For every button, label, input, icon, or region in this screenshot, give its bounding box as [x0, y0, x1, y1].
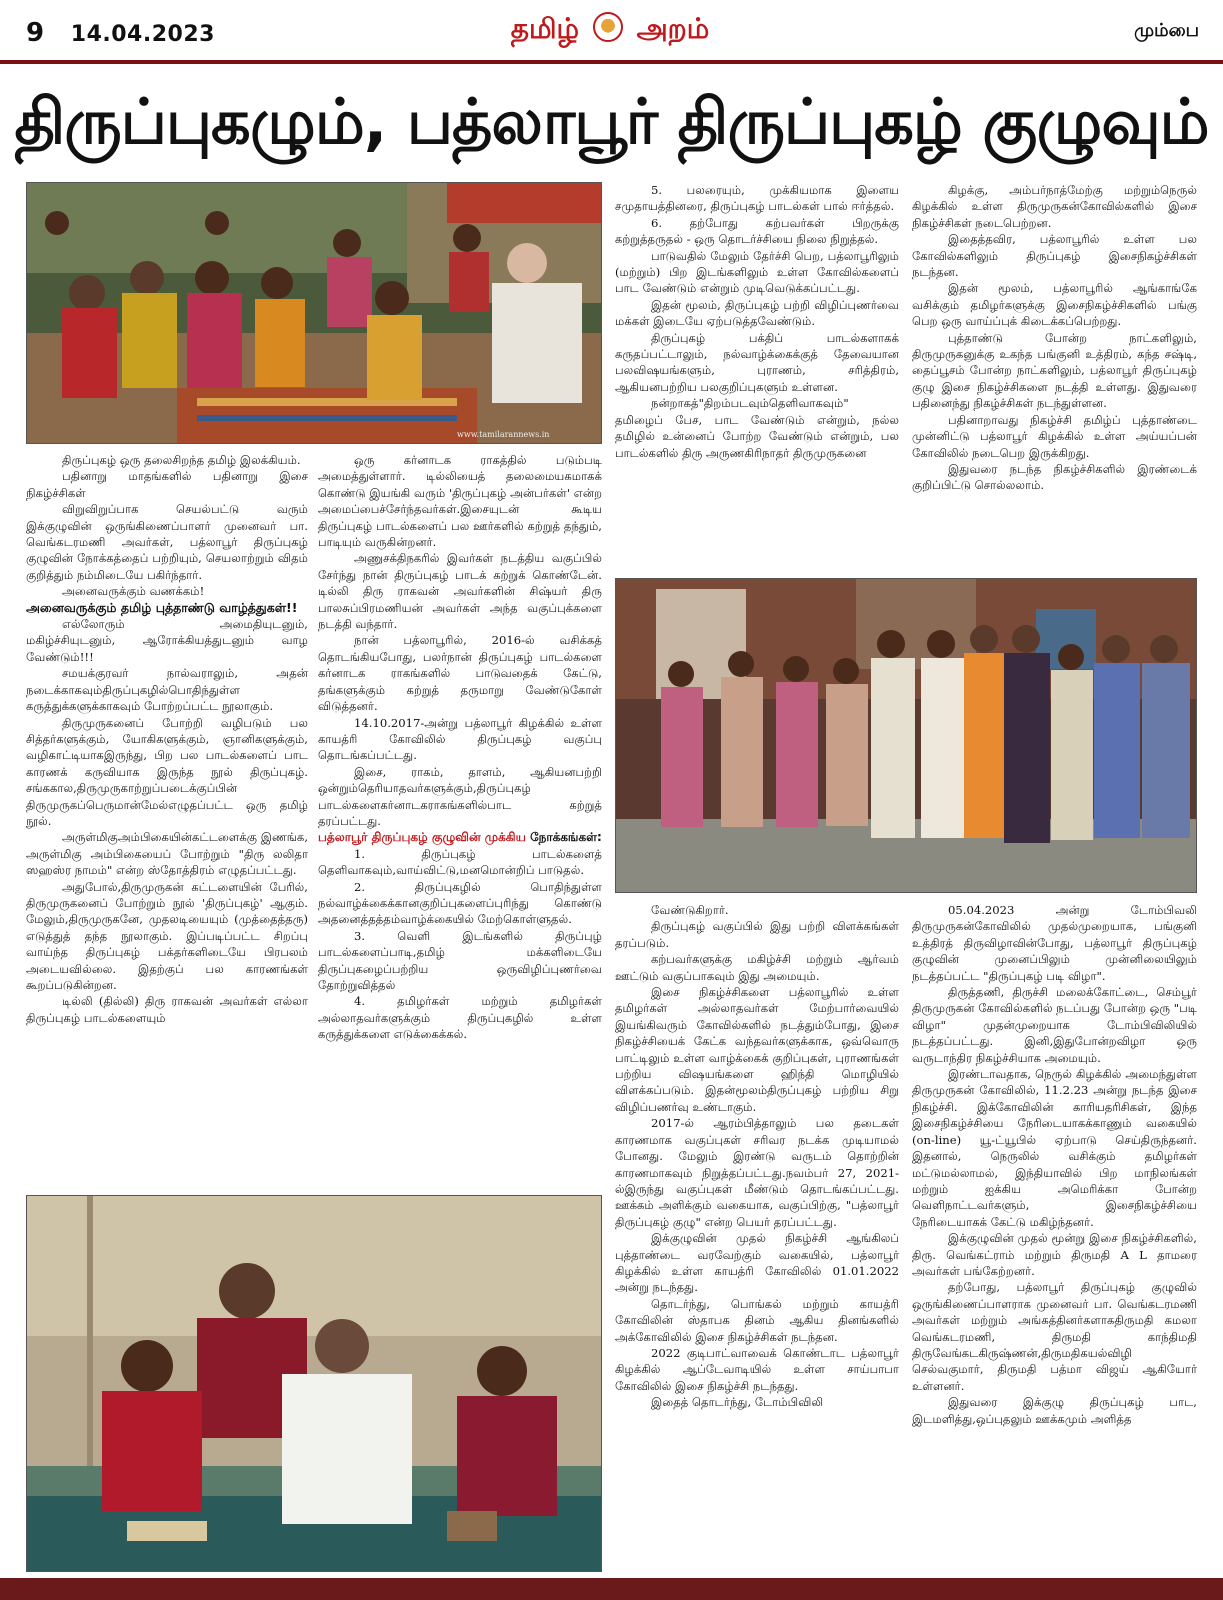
paragraph: எல்லோரும் அமைதியுடனும், மகிழ்ச்சியுடனும், ஆரோக்கியத்துடனும் வாழ வேண்டும்!!!: [26, 617, 308, 664]
paragraph: அனைவருக்கும் வணக்கம்!: [62, 584, 205, 599]
header-rule: [0, 60, 1223, 64]
paragraph: டில்லி (தில்லி) திரு ராகவன் அவர்கள் எல்லா திருப்புகழ் பாடல்களையும்: [26, 994, 308, 1025]
footer-bar: [0, 1578, 1223, 1600]
paragraph: தொடர்ந்து, பொங்கல் மற்றும் காயத்ரி கோவிலின் ஸ்தாபக தினம் ஆகிய தினங்களில் அக்கோவிலில் இசை நிகழ்ச்சிகள் நடந்தன.: [615, 1296, 899, 1344]
paragraph: கிழக்கு, அம்பர்நாத்மேற்கு மற்றும்நெருல் கிழக்கில் உள்ள திருமுருகன்கோவில்களில் இசை நிகழ்ச்சிகள் நடைபெற்றன.: [912, 183, 1197, 230]
photo-group-seated: [26, 182, 602, 444]
paragraph: இதுவரை இக்குழு திருப்புகழ் பாட, இடமளித்து,ஒப்புதலும் ஊக்கமும் அளித்த: [912, 1395, 1197, 1426]
paragraph: இதன் மூலம், திருப்புகழ் பற்றி விழிப்புணர்வை மக்கள் இடையே ஏற்படுத்தவேண்டும்.: [615, 297, 899, 329]
paragraph: நான் பத்லாபூரில், 2016-ல் வசிக்கத் தொடங்கியபோது, பலர்நான் திருப்புகழ் பாடல்களை கர்னாடக ராகங்களில் பாடுவதைக் கேட்டு, தங்களுக்கும் கற்றுத் தருமாறு வேண்டுகோள் விடுத்தனர்.: [318, 633, 602, 714]
paragraph: 2017-ல் ஆரம்பித்தாலும் பல தடைகள் காரணமாக வகுப்புகள் சரிவர நடக்க முடியாமல் போனது. மேலும் இரண்டு வருடம் தொற்றின் காரணமாகவும் நிறுத்தப்பட்டது.நவம்பர் 27, 2021-ல்இருந்து வகுப்புகள் மீண்டும் தொடங்கப்பட்டது. ஊக்கம் அளிக்கும் வகையாக, வகுப்பிற்கு, "பத்லாபூர் திருப்புகழ் குழு" என்ற பெயர் தரப்பட்டது.: [615, 1116, 899, 1229]
objective-item: 2. திருப்புகழில் பொதிந்துள்ள நல்வாழ்க்கைக்கானகுறிப்புகளைப்புரிந்து கொண்டு அதனைத்தத்தம்வாழ்க்கையில் மேற்கொள்ளுதல்.: [318, 879, 602, 927]
photo-four-seated-image: [27, 1196, 602, 1572]
objective-item: 6. தற்போது கற்பவர்கள் பிறருக்கு கற்றுத்தருதல் - ஒரு தொடர்ச்சியை நிலை நிறுத்தல்.: [615, 215, 899, 247]
paragraph: வேண்டுகிறார்.: [651, 903, 729, 917]
paragraph: இக்குழுவின் முதல் நிகழ்ச்சி ஆங்கிலப் புத்தாண்டை வரவேற்கும் வகையில், பத்லாபூர் கிழக்கில் உள்ள காயத்ரி கோவிலில் 01.01.2022 அன்று நடந்தது.: [615, 1231, 899, 1295]
subheading-red: பத்லாபூர் திருப்புகழ் குழுவின் முக்கிய: [318, 830, 526, 845]
paragraph: பாடுவதில் மேலும் தேர்ச்சி பெற, பத்லாபூரிலும் (மற்றும்) பிற இடங்களிலும் உள்ள கோவில்களைப் பாட வேண்டும் என்றும் முடிவெடுக்கப்பட்டது.: [615, 248, 899, 296]
paragraph: திருத்தணி, திருச்சி மலைக்கோட்டை, செம்பூர் திருமுருகன் கோவில்களில் நடப்பது போன்ற ஒரு "படி விழா" முதன்முறையாக டோம்பிவிலியில் நடத்தப்பட்டது. இனி,இதுபோன்றவிழா ஒரு வருடாந்திர நிகழ்ச்சியாக அமையும்.: [912, 985, 1197, 1065]
photo-group-standing-image: [616, 579, 1197, 893]
paragraph: இதைத்தவிர, பத்லாபூரில் உள்ள பல கோவில்களிலும் திருப்புகழ் இசைநிகழ்ச்சிகள் நடந்தன.: [912, 232, 1197, 280]
paragraph: திருப்புகழ் வகுப்பில் இது பற்றி விளக்கங்கள் தரப்படும்.: [615, 919, 899, 950]
masthead-right: அறம்: [636, 12, 710, 45]
masthead-left: தமிழ்: [510, 12, 580, 45]
photo-credit: www.tamilarannews.in: [457, 430, 550, 439]
article-column-1: [26, 452, 308, 1192]
paragraph: திருப்புகழ் ஒரு தலைசிறந்த தமிழ் இலக்கியம்.: [62, 453, 301, 467]
photo-group-seated-image: [27, 183, 602, 444]
page-number: 9: [26, 18, 45, 48]
article-column-3-bottom: [615, 902, 899, 1574]
paragraph: இரண்டாவதாக, நெருல் கிழக்கில் அமைந்துள்ள திருமுருகன் கோவிலில், 11.2.23 அன்று நடந்த இசை நிகழ்ச்சி. இக்கோவிலின் காரியதரிசிகள், இந்த இசைநிகழ்ச்சியை நேரிடையாகக்காணும் வகையில் (on-line) யூ-ட்யூபில் ஏற்பாடு செய்திருந்தனர். இதனால், நெருலில் வசிக்கும் தமிழர்கள் மட்டுமல்லாமல், இந்தியாவில் பிற மாநிலங்கள் மற்றும் ஐக்கிய அமெரிக்கா போன்ற வெளிநாட்டவர்களும், இசைநிகழ்ச்சியை நேரிடையாகக் கேட்டு மகிழ்ந்தனர்.: [912, 1067, 1197, 1229]
masthead-logo: [460, 12, 760, 56]
paragraph: அருள்மிகுஅம்பிகையின்கட்டளைக்கு இணங்க, அருள்மிகு அம்பிகையைப் போற்றும் "திரு லலிதா ஸஹஸ்ர நாமம்" என்ற ஸ்தோத்திரம் எழுதப்பட்டது.: [26, 830, 308, 878]
paragraph: சமயக்குரவர் நால்வராலும், அதன் நடைக்காகவும்திருப்புகழில்பொதிந்துள்ள கருத்துக்களுக்காகவும் போற்றப்பட்ட நூலாகும்.: [26, 666, 308, 714]
paragraph: நன்றாகத்"திறம்படவும்தெளிவாகவும்" தமிழைப் பேச, பாட வேண்டும் என்றும், நல்ல தமிழில் உன்னைப் போற்ற வேண்டும் என்றும், பல பாடல்களில் திரு அருணகிரிநாதர் திருமுருகனை: [615, 396, 899, 460]
paragraph: இசை, ராகம், தாளம், ஆகியனபற்றி ஒன்றும்தெரியாதவர்களுக்கும்,திருப்புகழ் பாடல்களைகர்னாடகராகங்களில்பாட கற்றுத் தரப்பட்டது.: [318, 764, 602, 828]
objective-item: 5. பலரையும், முக்கியமாக இளைய சமுதாயத்தினரை, திருப்புகழ் பாடல்கள் பால் ஈர்த்தல்.: [615, 183, 899, 214]
paragraph: அணுசக்திநகரில் இவர்கள் நடத்திய வகுப்பில் சேர்ந்து நான் திருப்புகழ் பாடக் கற்றுக் கொண்டேன். டில்லி திரு ராகவன் அவர்களின் சிஷ்யர் திரு பாலசுப்பிரமணியன் அவர்கள் அந்த வகுப்புக்களை நடத்தி வந்தார்.: [318, 551, 602, 632]
subheading-black: நோக்கங்கள்:: [530, 830, 602, 845]
paragraph: பதினாறாவது நிகழ்ச்சி தமிழ்ப் புத்தாண்டை முன்னிட்டு பத்லாபூர் கிழக்கில் உள்ள அய்யப்பன் கோவிலில் நடைபெற இருக்கிறது.: [912, 412, 1197, 460]
greeting-heading: அனைவருக்கும் தமிழ் புத்தாண்டு வாழ்த்துகள்!!: [26, 599, 298, 615]
edition-city: மும்பை: [1134, 20, 1199, 41]
paragraph: 05.04.2023 அன்று டோம்பிவலி திருமுருகன்கோவிலில் முதல்முறையாக, பங்குனி உத்திரத் திருவிழாவின்போது, பத்லாபூர் திருப்புகழ் குழுவின் முனைப்பிலும் முன்னிலையிலும் நடத்தப்பட்ட "திருப்புகழ் படி விழா".: [912, 903, 1197, 983]
paragraph: 14.10.2017-அன்று பத்லாபூர் கிழக்கில் உள்ள காயத்ரி கோவிலில் திருப்புகழ் வகுப்பு தொடங்கப்பட்டது.: [318, 715, 602, 763]
article-column-4-top: [912, 182, 1197, 574]
paragraph: தற்போது, பத்லாபூர் திருப்புகழ் குழுவில் ஒருங்கிணைப்பாளராக முனைவர் பா. வெங்கடரமணி அவர்கள் மற்றும் அங்கத்தினர்களாகதிருமதி கமலா வெங்கடரமணி, திருமதி காந்திமதி திருவேங்கடகிருஷ்ணன்,திருமதிகயல்விழி செல்வகுமார், திருமதி பத்மா விஜய் ஆகியோர் உள்ளனர்.: [912, 1280, 1197, 1393]
objectives-subheading: [318, 829, 602, 845]
paragraph: இதுவரை நடந்த நிகழ்ச்சிகளில் இரண்டைக் குறிப்பிட்டு சொல்லலாம்.: [912, 461, 1197, 493]
objective-item: 4. தமிழர்கள் மற்றும் தமிழர்கள் அல்லாதவர்களுக்கும் திருப்புகழில் உள்ள கருத்துக்களை எடுக்கைக்கல்.: [318, 994, 602, 1042]
paragraph: விறுவிறுப்பாக செயல்பட்டு வரும் இக்குழுவின் ஒருங்கிணைப்பாளர் முனைவர் பா. வெங்கடரமணி அவர்கள், பத்லாபூர் திருப்புகழ் குழுவின் நோக்கத்தைப் பற்றியும், செயலாற்றும் விதம் குறித்தும் நம்மிடையே பகிர்ந்தார்.: [26, 502, 308, 582]
photo-group-standing: [615, 578, 1197, 893]
paragraph: ஒரு கர்னாடக ராகத்தில் படும்படி அமைத்துள்ளார். டில்லியைத் தலைமையகமாகக் கொண்டு இயங்கி வரும் 'திருப்புகழ் அன்பர்கள்' என்ற அமைப்பைச்சேர்ந்தவர்கள்.இசையுடன் கூடிய திருப்புகழ் பாடல்களைப் பல ஊர்களில் கற்றுத் தந்தும், பாடியும் வருகின்றனர்.: [318, 453, 602, 550]
paragraph: 2022 குடிபாட்வாவைக் கொண்டாட பத்லாபூர் கிழக்கில் ஆப்டேவாடியில் உள்ள சாய்பாபா கோவிலில் இசை நிகழ்ச்சி நடந்தது.: [615, 1345, 899, 1393]
paragraph: இதைத் தொடர்ந்து, டோம்பிவிலி: [651, 1395, 824, 1410]
page-headline: திருப்புகழும், பத்லாபூர் திருப்புகழ் குழுவும்: [14, 85, 1209, 158]
article-column-3-top: [615, 182, 899, 574]
issue-date: 14.04.2023: [70, 22, 215, 47]
paragraph: இசை நிகழ்ச்சிகளை பத்லாபூரில் உள்ள தமிழர்கள் அல்லாதவர்கள் மேற்பார்வையில் இயங்கிவரும் கோவில்களில் நடத்தும்போது, இசை நிகழ்ச்சியைக் கேட்க வந்தவர்களுக்காக, ஒவ்வொரு பாட்டிலும் உள்ள வாழ்க்கைக் குறிப்புகள், புராணங்கள் பற்றிய விஷயங்களை ஹிந்தி மொழியில் விளக்கப்படும். இதன்மூலம்திருப்புகழ் பற்றிய சிறு விழிப்பணர்வு உண்டாகும்.: [615, 985, 899, 1114]
article-column-2: [318, 452, 602, 1192]
paragraph: கற்பவர்களுக்கு மகிழ்ச்சி மற்றும் ஆர்வம் ஊட்டும் வகுப்பாகவும் இது அமையும்.: [615, 952, 899, 983]
photo-four-seated: [26, 1195, 602, 1572]
paragraph: புத்தாண்டு போன்ற நாட்களிலும், திருமுருகனுக்கு உகந்த பங்குனி உத்திரம், கந்த சஷ்டி, தைப்பூசம் போன்ற நாட்களிலும், பத்லாபூர் திருப்புகழ் குழு இசை நிகழ்ச்சிகளை நடத்தி உள்ளது. இதுவரை பதினைந்து நிகழ்ச்சிகள் நடந்துள்ளன.: [912, 330, 1197, 411]
paragraph: திருமுருகனைப் போற்றி வழிபடும் பல சித்தர்களுக்கும், யோகிகளுக்கும், ஞானிகளுக்கும், வழிகாட்டியாகஇருந்து, பிற பல பாடல்களைப் பாட காரணக் கருவியாக இருந்த நூல் திருப்புகழ். சங்ககால,திருமுருகாற்றுப்படைக்குப்பின் திருமுருகப்பெருமான்மேல்எழுதப்பட்ட ஒரு தமிழ் நூல்.: [26, 715, 308, 828]
paragraph: இக்குழுவின் முதல் மூன்று இசை நிகழ்ச்சிகளில், திரு. வெங்கட்ராம் மற்றும் திருமதி A L தாமரை அவர்கள் பங்கேற்றனர்.: [912, 1231, 1197, 1278]
paragraph: பதினாறு மாதங்களில் பதினாறு இசை நிகழ்ச்சிகள்: [26, 469, 308, 500]
objective-item: 1. திருப்புகழ் பாடல்களைத் தெளிவாகவும்,வாய்விட்டு,மனமொன்றிப் பாடுதல்.: [318, 846, 602, 878]
paragraph: திருப்புகழ் பக்திப் பாடல்களாகக் கருதப்பட்டாலும், நல்வாழ்க்கைக்குத் தேவையான பலவிஷயங்களும், புராணம், சரித்திரம், ஆகியனபற்றிய பலகுறிப்புகளும் உள்ளன.: [615, 330, 899, 394]
paragraph: அதுபோல்,திருமுருகன் கட்டளையின் பேரில், திருமுருகனைப் போற்றும் நூல் 'திருப்புகழ்' ஆகும். மேலும்,திருமுருகனே, முதலடியையும் (முத்தைத்தரு) எடுத்துத் தந்த நூலாகும். இப்படிப்பட்ட சிறப்பு வாய்ந்த திருப்புகழ் பக்தர்களிடையே பிரபலம் அடையவில்லை. இதற்குப் பல காரணங்கள் கூறப்படுகின்றன.: [26, 879, 308, 992]
article-column-4-bottom: [912, 902, 1197, 1574]
emblem-icon: [593, 12, 623, 42]
paragraph: இதன் மூலம், பத்லாபூரில் ஆங்காங்கே வசிக்கும் தமிழர்களுக்கு இசைநிகழ்ச்சிகளில் பங்கு பெற ஒரு வாய்ப்புக் கிடைக்கப்பெற்றது.: [912, 281, 1197, 329]
page-info: [26, 18, 215, 48]
objective-item: 3. வெளி இடங்களில் திருப்புழ் பாடல்களைப்பாடி,தமிழ் மக்களிடையே திருப்புகழைப்பற்றிய ஒருவிழிப்புணர்வை தோற்றுவித்தல்: [318, 928, 602, 992]
